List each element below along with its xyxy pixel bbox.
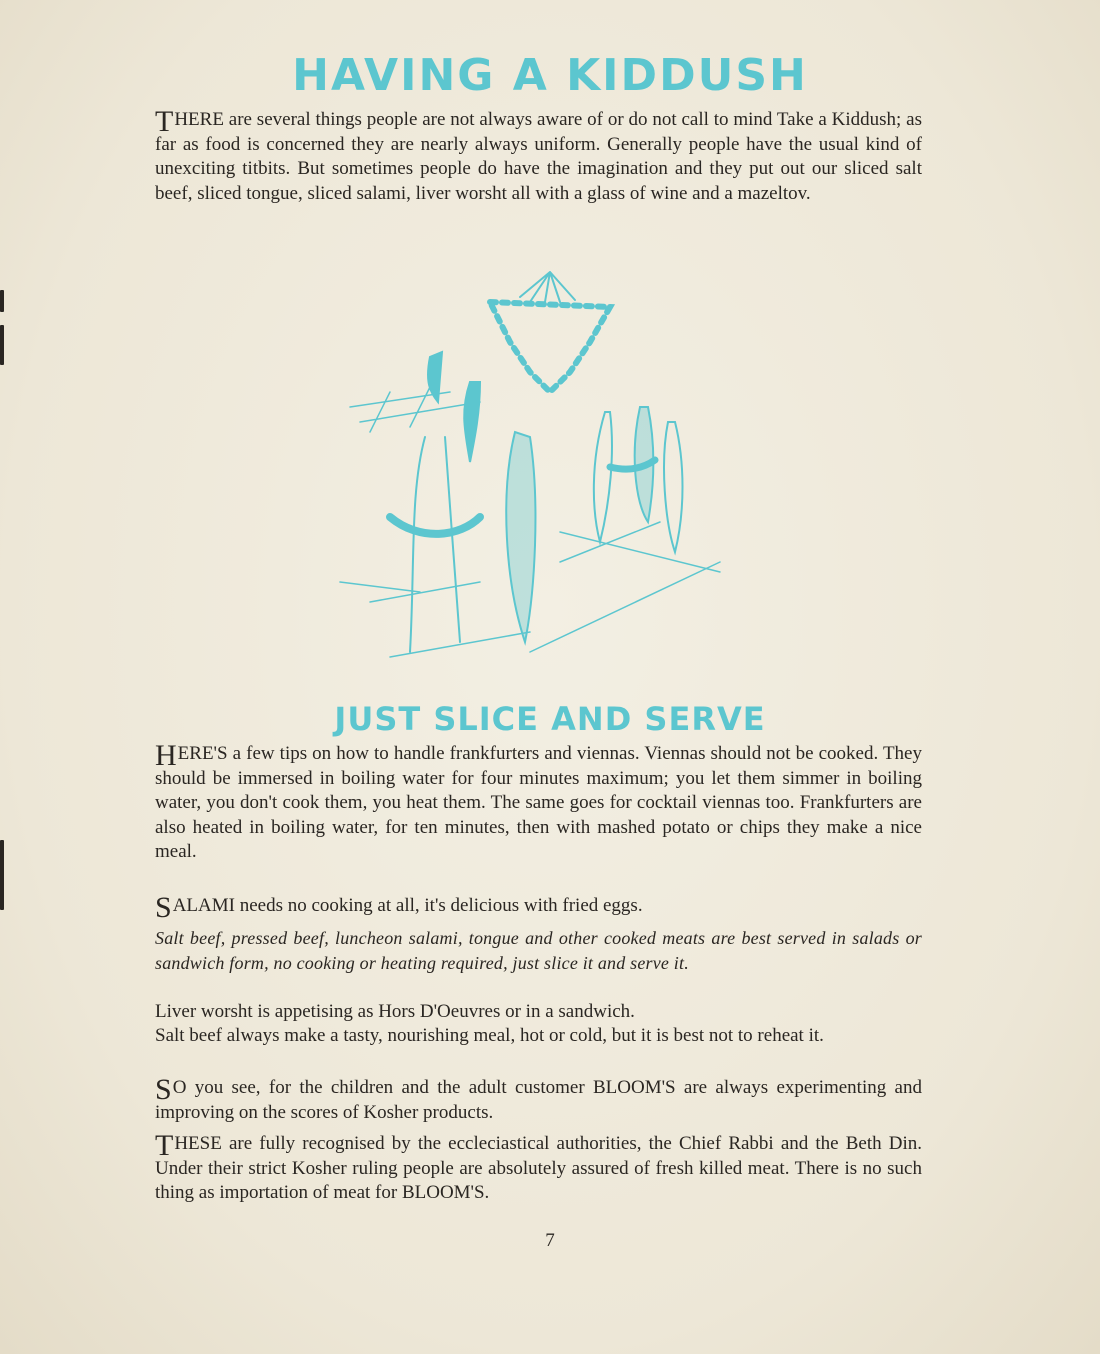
drop-cap: H [155,739,177,772]
kiddush-paragraph [155,105,922,206]
paragraph-text: HESE are fully recognised by the eccleciastical authorities, the Chief Rabbi and the Beth Din. Under their strict Kosher ruling people are absolutely assured of fresh killed meat. There is no such thing as importation of meat for BLOOM'S. [155,1133,922,1204]
cooked-meats-paragraph: Salt beef, pressed beef, luncheon salami, tongue and other cooked meats are best served in salads or sandwich form, no cooking or heating required, just slice it and serve it. [155,928,922,973]
kiddush-party-illustration [330,262,730,682]
paragraph-text: ERE'S a few tips on how to handle frankfurters and viennas. Viennas should not be cooked. They should be immersed in boiling water for four minutes maximum; you let them simmer in boiling water, you don't cook them, you heat them. The same goes for cocktail viennas too. Frankfurters are also heated in boiling water, for ten minutes, then with mashed potato or chips they make a nice meal. [155,743,922,863]
binding-mark [0,325,4,365]
binding-mark [0,290,4,312]
binding-mark [0,840,4,910]
drop-cap: S [155,1073,172,1106]
page-number: 7 [545,1230,555,1251]
section-title-just-slice-and-serve: JUST SLICE AND SERVE [334,700,766,738]
kosher-authorities-paragraph [155,1129,922,1206]
paragraph-text: O you see, for the children and the adult customer BLOOM'S are always experimenting and improving on the scores of Kosher products. [155,1077,922,1123]
blooms-experimenting-paragraph [155,1073,922,1125]
drop-cap: T [155,105,174,138]
salami-paragraph [155,891,922,924]
sausage-figures [390,352,683,652]
chandelier-drawing [490,272,610,392]
paragraph-text: ALAMI needs no cooking at all, it's delicious with fried eggs. [172,895,643,916]
section-title-having-a-kiddush: HAVING A KIDDUSH [292,50,808,101]
liver-worsht-paragraph: Liver worsht is appetising as Hors D'Oeuvres or in a sandwich. [155,1001,635,1022]
paragraph-text: HERE are several things people are not always aware of or do not call to mind Take a Kiddush; as far as food is concerned they are nearly always uniform. Generally people have the usual kind of unexciting titbits. But sometimes people do have the imagination and they put out our sliced salt beef, sliced tongue, sliced salami, liver worsht all with a glass of wine and a mazeltov. [155,109,922,204]
drop-cap: T [155,1129,174,1162]
frankfurters-paragraph [155,739,922,865]
drop-cap: S [155,891,172,924]
salt-beef-paragraph: Salt beef always make a tasty, nourishing meal, hot or cold, but it is best not to reheat it. [155,1025,824,1046]
